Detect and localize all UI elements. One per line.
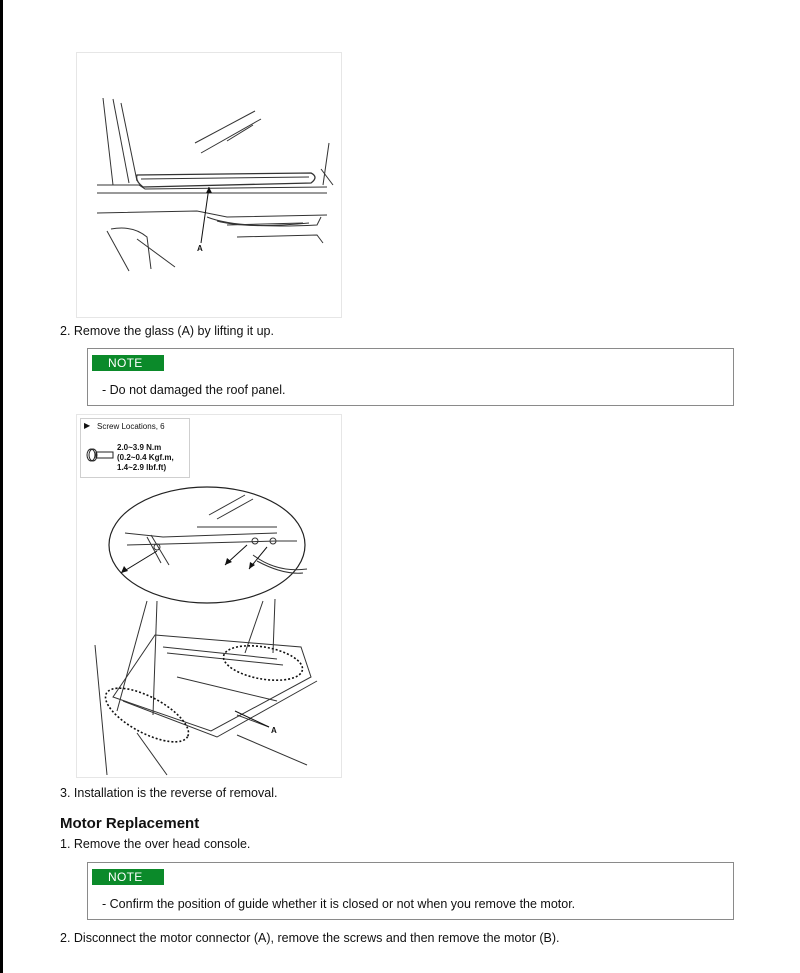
step-installation: 3. Installation is the reverse of removal. bbox=[60, 786, 278, 800]
note-box-roof bbox=[87, 348, 734, 406]
step-disconnect-motor: 2. Disconnect the motor connector (A), remove the screws and then remove the motor (B). bbox=[60, 931, 560, 945]
legend-title: Screw Locations, 6 bbox=[97, 422, 165, 431]
note-text-motor: - Confirm the position of guide whether it is closed or not when you remove the motor. bbox=[102, 897, 576, 911]
torque-line-1: 2.0~3.9 N.m bbox=[117, 443, 162, 452]
triangle-bullet-icon: ▶ bbox=[84, 421, 91, 430]
torque-line-2: (0.2~0.4 Kgf.m, bbox=[117, 453, 174, 462]
step-remove-glass: 2. Remove the glass (A) by lifting it up. bbox=[60, 324, 274, 338]
section-heading-motor: Motor Replacement bbox=[60, 815, 200, 832]
figure-glass-removal bbox=[76, 52, 342, 318]
step-remove-console: 1. Remove the over head console. bbox=[60, 837, 251, 851]
screw-legend bbox=[80, 418, 190, 478]
callout-a: A bbox=[271, 726, 277, 735]
torque-line-3: 1.4~2.9 lbf.ft) bbox=[117, 463, 167, 472]
callout-a: A bbox=[197, 244, 203, 253]
page-left-border bbox=[0, 0, 3, 973]
note-badge: NOTE bbox=[92, 869, 164, 885]
bolt-icon bbox=[85, 447, 115, 463]
note-box-motor bbox=[87, 862, 734, 920]
note-text-roof: - Do not damaged the roof panel. bbox=[102, 383, 286, 397]
note-badge: NOTE bbox=[92, 355, 164, 371]
glass-illustration bbox=[77, 53, 341, 317]
